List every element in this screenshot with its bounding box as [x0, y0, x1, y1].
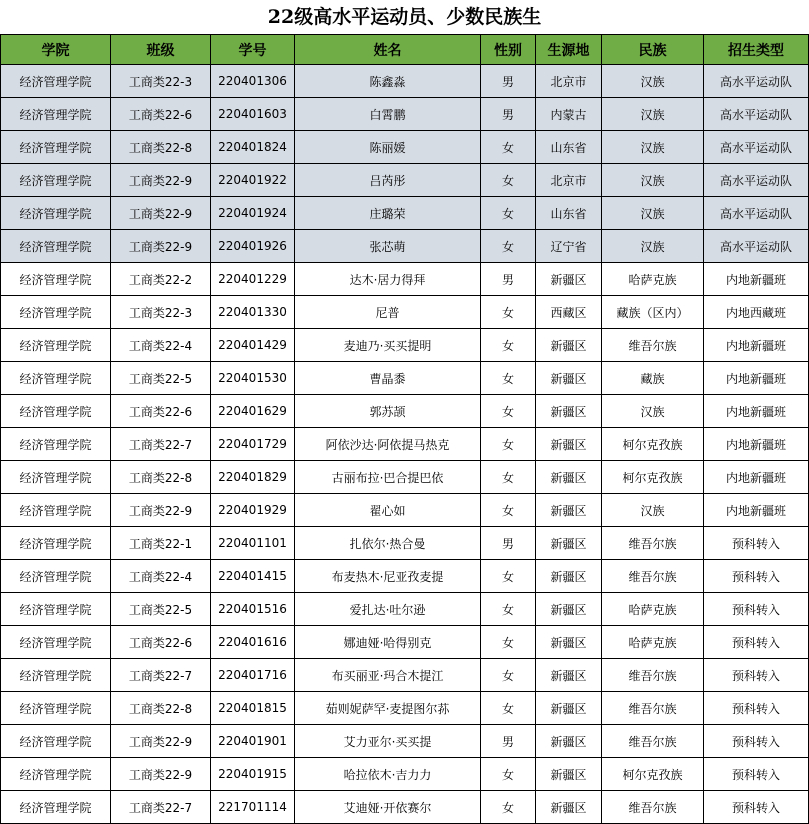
student-id-cell[interactable]: 220401922: [211, 164, 295, 197]
name-cell[interactable]: 张芯萌: [295, 230, 481, 263]
name-cell[interactable]: 扎依尔·热合曼: [295, 527, 481, 560]
student-id-cell[interactable]: 220401924: [211, 197, 295, 230]
ethnicity-cell[interactable]: 汉族: [602, 494, 704, 527]
name-cell[interactable]: 吕芮彤: [295, 164, 481, 197]
college-cell[interactable]: 经济管理学院: [1, 560, 111, 593]
origin-cell[interactable]: 北京市: [536, 65, 602, 98]
student-id-cell[interactable]: 220401729: [211, 428, 295, 461]
gender-cell[interactable]: 男: [481, 725, 536, 758]
college-cell[interactable]: 经济管理学院: [1, 791, 111, 824]
name-cell[interactable]: 布麦热木·尼亚孜麦提: [295, 560, 481, 593]
ethnicity-cell[interactable]: 哈萨克族: [602, 263, 704, 296]
header-row: [1, 35, 809, 65]
name-cell[interactable]: 麦迪乃·买买提明: [295, 329, 481, 362]
ethnicity-cell[interactable]: 藏族（区内）: [602, 296, 704, 329]
student-id-cell[interactable]: 220401716: [211, 659, 295, 692]
origin-cell[interactable]: 辽宁省: [536, 230, 602, 263]
name-cell[interactable]: 尼普: [295, 296, 481, 329]
admission-type-cell[interactable]: 高水平运动队: [704, 197, 809, 230]
college-cell[interactable]: 经济管理学院: [1, 593, 111, 626]
header-admission-type[interactable]: 招生类型: [704, 35, 809, 65]
name-cell[interactable]: 哈拉依木·吉力力: [295, 758, 481, 791]
table-body: [1, 65, 809, 824]
table-row: [1, 131, 809, 164]
gender-cell[interactable]: 女: [481, 131, 536, 164]
name-cell[interactable]: 艾力亚尔·买买提: [295, 725, 481, 758]
table-row: [1, 725, 809, 758]
origin-cell[interactable]: 新疆区: [536, 263, 602, 296]
class-cell[interactable]: 工商类22-9: [111, 164, 211, 197]
class-cell[interactable]: 工商类22-2: [111, 263, 211, 296]
gender-cell[interactable]: 男: [481, 527, 536, 560]
student-id-cell[interactable]: 220401415: [211, 560, 295, 593]
gender-cell[interactable]: 女: [481, 461, 536, 494]
ethnicity-cell[interactable]: 汉族: [602, 230, 704, 263]
class-cell[interactable]: 工商类22-7: [111, 791, 211, 824]
header-name[interactable]: 姓名: [295, 35, 481, 65]
gender-cell[interactable]: 男: [481, 65, 536, 98]
table-row: [1, 593, 809, 626]
sheet-title: 22级高水平运动员、少数民族生: [267, 6, 542, 28]
origin-cell[interactable]: 新疆区: [536, 527, 602, 560]
student-id-cell[interactable]: 220401516: [211, 593, 295, 626]
table-row: [1, 626, 809, 659]
gender-cell[interactable]: 女: [481, 164, 536, 197]
table-row: [1, 296, 809, 329]
origin-cell[interactable]: 新疆区: [536, 362, 602, 395]
college-cell[interactable]: 经济管理学院: [1, 395, 111, 428]
ethnicity-cell[interactable]: 维吾尔族: [602, 725, 704, 758]
student-table: [0, 34, 809, 824]
name-cell[interactable]: 陈鑫淼: [295, 65, 481, 98]
student-id-cell[interactable]: 220401815: [211, 692, 295, 725]
class-cell[interactable]: 工商类22-9: [111, 197, 211, 230]
origin-cell[interactable]: 新疆区: [536, 395, 602, 428]
college-cell[interactable]: 经济管理学院: [1, 527, 111, 560]
student-id-cell[interactable]: 220401926: [211, 230, 295, 263]
name-cell[interactable]: 庄璐荣: [295, 197, 481, 230]
name-cell[interactable]: 爱扎达·吐尔逊: [295, 593, 481, 626]
admission-type-cell[interactable]: 预科转入: [704, 725, 809, 758]
student-id-cell[interactable]: 220401101: [211, 527, 295, 560]
class-cell[interactable]: 工商类22-9: [111, 494, 211, 527]
ethnicity-cell[interactable]: 汉族: [602, 197, 704, 230]
origin-cell[interactable]: 新疆区: [536, 692, 602, 725]
origin-cell[interactable]: 新疆区: [536, 626, 602, 659]
name-cell[interactable]: 茹则妮萨罕·麦提图尔荪: [295, 692, 481, 725]
origin-cell[interactable]: 新疆区: [536, 494, 602, 527]
admission-type-cell[interactable]: 高水平运动队: [704, 164, 809, 197]
table-row: [1, 758, 809, 791]
name-cell[interactable]: 古丽布拉·巴合提巴依: [295, 461, 481, 494]
origin-cell[interactable]: 新疆区: [536, 725, 602, 758]
class-cell[interactable]: 工商类22-5: [111, 362, 211, 395]
origin-cell[interactable]: 山东省: [536, 131, 602, 164]
table-row: [1, 329, 809, 362]
admission-type-cell[interactable]: 内地新疆班: [704, 263, 809, 296]
table-row: [1, 527, 809, 560]
college-cell[interactable]: 经济管理学院: [1, 197, 111, 230]
class-cell[interactable]: 工商类22-5: [111, 593, 211, 626]
student-id-cell[interactable]: 220401915: [211, 758, 295, 791]
admission-type-cell[interactable]: 高水平运动队: [704, 98, 809, 131]
gender-cell[interactable]: 女: [481, 296, 536, 329]
table-row: [1, 230, 809, 263]
admission-type-cell[interactable]: 内地新疆班: [704, 362, 809, 395]
student-id-cell[interactable]: 220401824: [211, 131, 295, 164]
ethnicity-cell[interactable]: 汉族: [602, 65, 704, 98]
origin-cell[interactable]: 新疆区: [536, 758, 602, 791]
name-cell[interactable]: 翟心如: [295, 494, 481, 527]
name-cell[interactable]: 陈丽媛: [295, 131, 481, 164]
ethnicity-cell[interactable]: 维吾尔族: [602, 560, 704, 593]
gender-cell[interactable]: 女: [481, 758, 536, 791]
gender-cell[interactable]: 女: [481, 791, 536, 824]
table-row: [1, 791, 809, 824]
class-cell[interactable]: 工商类22-6: [111, 395, 211, 428]
ethnicity-cell[interactable]: 汉族: [602, 164, 704, 197]
class-cell[interactable]: 工商类22-8: [111, 461, 211, 494]
origin-cell[interactable]: 新疆区: [536, 329, 602, 362]
name-cell[interactable]: 曹晶黍: [295, 362, 481, 395]
table-row: [1, 263, 809, 296]
table-row: [1, 494, 809, 527]
table-row: [1, 98, 809, 131]
admission-type-cell[interactable]: 内地新疆班: [704, 395, 809, 428]
origin-cell[interactable]: 新疆区: [536, 428, 602, 461]
admission-type-cell[interactable]: 内地西藏班: [704, 296, 809, 329]
admission-type-cell[interactable]: 内地新疆班: [704, 428, 809, 461]
college-cell[interactable]: 经济管理学院: [1, 692, 111, 725]
college-cell[interactable]: 经济管理学院: [1, 329, 111, 362]
college-cell[interactable]: 经济管理学院: [1, 494, 111, 527]
gender-cell[interactable]: 女: [481, 593, 536, 626]
admission-type-cell[interactable]: 预科转入: [704, 560, 809, 593]
student-id-cell[interactable]: 221701114: [211, 791, 295, 824]
admission-type-cell[interactable]: 预科转入: [704, 626, 809, 659]
table-row: [1, 692, 809, 725]
college-cell[interactable]: 经济管理学院: [1, 296, 111, 329]
student-id-cell[interactable]: 220401901: [211, 725, 295, 758]
header-college[interactable]: 学院: [1, 35, 111, 65]
name-cell[interactable]: 阿依沙达·阿依提马热克: [295, 428, 481, 461]
gender-cell[interactable]: 男: [481, 98, 536, 131]
college-cell[interactable]: 经济管理学院: [1, 626, 111, 659]
admission-type-cell[interactable]: 高水平运动队: [704, 230, 809, 263]
admission-type-cell[interactable]: 内地新疆班: [704, 461, 809, 494]
student-id-cell[interactable]: 220401330: [211, 296, 295, 329]
gender-cell[interactable]: 女: [481, 626, 536, 659]
gender-cell[interactable]: 女: [481, 395, 536, 428]
origin-cell[interactable]: 新疆区: [536, 461, 602, 494]
student-id-cell[interactable]: 220401306: [211, 65, 295, 98]
admission-type-cell[interactable]: 高水平运动队: [704, 65, 809, 98]
student-id-cell[interactable]: 220401616: [211, 626, 295, 659]
name-cell[interactable]: 郭苏颉: [295, 395, 481, 428]
origin-cell[interactable]: 北京市: [536, 164, 602, 197]
name-cell[interactable]: 布买丽亚·玛合木提江: [295, 659, 481, 692]
ethnicity-cell[interactable]: 汉族: [602, 98, 704, 131]
class-cell[interactable]: 工商类22-6: [111, 626, 211, 659]
class-cell[interactable]: 工商类22-4: [111, 560, 211, 593]
table-row: [1, 362, 809, 395]
table-row: [1, 395, 809, 428]
ethnicity-cell[interactable]: 柯尔克孜族: [602, 461, 704, 494]
origin-cell[interactable]: 新疆区: [536, 560, 602, 593]
origin-cell[interactable]: 新疆区: [536, 791, 602, 824]
gender-cell[interactable]: 女: [481, 659, 536, 692]
admission-type-cell[interactable]: 预科转入: [704, 791, 809, 824]
table-row: [1, 164, 809, 197]
class-cell[interactable]: 工商类22-6: [111, 98, 211, 131]
admission-type-cell[interactable]: 预科转入: [704, 593, 809, 626]
college-cell[interactable]: 经济管理学院: [1, 98, 111, 131]
college-cell[interactable]: 经济管理学院: [1, 362, 111, 395]
ethnicity-cell[interactable]: 柯尔克孜族: [602, 758, 704, 791]
class-cell[interactable]: 工商类22-8: [111, 692, 211, 725]
header-gender[interactable]: 性别: [481, 35, 536, 65]
college-cell[interactable]: 经济管理学院: [1, 428, 111, 461]
class-cell[interactable]: 工商类22-7: [111, 428, 211, 461]
ethnicity-cell[interactable]: 维吾尔族: [602, 791, 704, 824]
ethnicity-cell[interactable]: 维吾尔族: [602, 329, 704, 362]
header-class[interactable]: 班级: [111, 35, 211, 65]
gender-cell[interactable]: 女: [481, 197, 536, 230]
college-cell[interactable]: 经济管理学院: [1, 659, 111, 692]
gender-cell[interactable]: 女: [481, 494, 536, 527]
gender-cell[interactable]: 女: [481, 329, 536, 362]
origin-cell[interactable]: 山东省: [536, 197, 602, 230]
student-id-cell[interactable]: 220401229: [211, 263, 295, 296]
header-student-id[interactable]: 学号: [211, 35, 295, 65]
table-row: [1, 428, 809, 461]
origin-cell[interactable]: 内蒙古: [536, 98, 602, 131]
class-cell[interactable]: 工商类22-3: [111, 296, 211, 329]
student-id-cell[interactable]: 220401603: [211, 98, 295, 131]
student-id-cell[interactable]: 220401530: [211, 362, 295, 395]
college-cell[interactable]: 经济管理学院: [1, 461, 111, 494]
class-cell[interactable]: 工商类22-3: [111, 65, 211, 98]
table-row: [1, 461, 809, 494]
origin-cell[interactable]: 西藏区: [536, 296, 602, 329]
gender-cell[interactable]: 女: [481, 428, 536, 461]
name-cell[interactable]: 白霄鹏: [295, 98, 481, 131]
student-id-cell[interactable]: 220401429: [211, 329, 295, 362]
gender-cell[interactable]: 男: [481, 263, 536, 296]
ethnicity-cell[interactable]: 维吾尔族: [602, 659, 704, 692]
table-row: [1, 659, 809, 692]
admission-type-cell[interactable]: 内地新疆班: [704, 329, 809, 362]
admission-type-cell[interactable]: 内地新疆班: [704, 494, 809, 527]
college-cell[interactable]: 经济管理学院: [1, 164, 111, 197]
origin-cell[interactable]: 新疆区: [536, 659, 602, 692]
ethnicity-cell[interactable]: 藏族: [602, 362, 704, 395]
class-cell[interactable]: 工商类22-4: [111, 329, 211, 362]
ethnicity-cell[interactable]: 汉族: [602, 395, 704, 428]
gender-cell[interactable]: 女: [481, 230, 536, 263]
college-cell[interactable]: 经济管理学院: [1, 65, 111, 98]
ethnicity-cell[interactable]: 柯尔克孜族: [602, 428, 704, 461]
class-cell[interactable]: 工商类22-9: [111, 758, 211, 791]
ethnicity-cell[interactable]: 维吾尔族: [602, 527, 704, 560]
header-ethnicity[interactable]: 民族: [602, 35, 704, 65]
table-row: [1, 560, 809, 593]
name-cell[interactable]: 娜迪娅·哈得别克: [295, 626, 481, 659]
origin-cell[interactable]: 新疆区: [536, 593, 602, 626]
class-cell[interactable]: 工商类22-9: [111, 230, 211, 263]
college-cell[interactable]: 经济管理学院: [1, 263, 111, 296]
name-cell[interactable]: 艾迪娅·开依赛尔: [295, 791, 481, 824]
college-cell[interactable]: 经济管理学院: [1, 131, 111, 164]
class-cell[interactable]: 工商类22-8: [111, 131, 211, 164]
admission-type-cell[interactable]: 高水平运动队: [704, 131, 809, 164]
student-id-cell[interactable]: 220401629: [211, 395, 295, 428]
gender-cell[interactable]: 女: [481, 362, 536, 395]
header-origin[interactable]: 生源地: [536, 35, 602, 65]
student-id-cell[interactable]: 220401829: [211, 461, 295, 494]
name-cell[interactable]: 达木·居力得拜: [295, 263, 481, 296]
admission-type-cell[interactable]: 预科转入: [704, 692, 809, 725]
class-cell[interactable]: 工商类22-7: [111, 659, 211, 692]
college-cell[interactable]: 经济管理学院: [1, 758, 111, 791]
admission-type-cell[interactable]: 预科转入: [704, 659, 809, 692]
college-cell[interactable]: 经济管理学院: [1, 725, 111, 758]
admission-type-cell[interactable]: 预科转入: [704, 527, 809, 560]
gender-cell[interactable]: 女: [481, 560, 536, 593]
ethnicity-cell[interactable]: 哈萨克族: [602, 593, 704, 626]
gender-cell[interactable]: 女: [481, 692, 536, 725]
ethnicity-cell[interactable]: 哈萨克族: [602, 626, 704, 659]
ethnicity-cell[interactable]: 汉族: [602, 131, 704, 164]
table-row: [1, 65, 809, 98]
ethnicity-cell[interactable]: 维吾尔族: [602, 692, 704, 725]
table-row: [1, 197, 809, 230]
class-cell[interactable]: 工商类22-1: [111, 527, 211, 560]
admission-type-cell[interactable]: 预科转入: [704, 758, 809, 791]
class-cell[interactable]: 工商类22-9: [111, 725, 211, 758]
student-id-cell[interactable]: 220401929: [211, 494, 295, 527]
college-cell[interactable]: 经济管理学院: [1, 230, 111, 263]
